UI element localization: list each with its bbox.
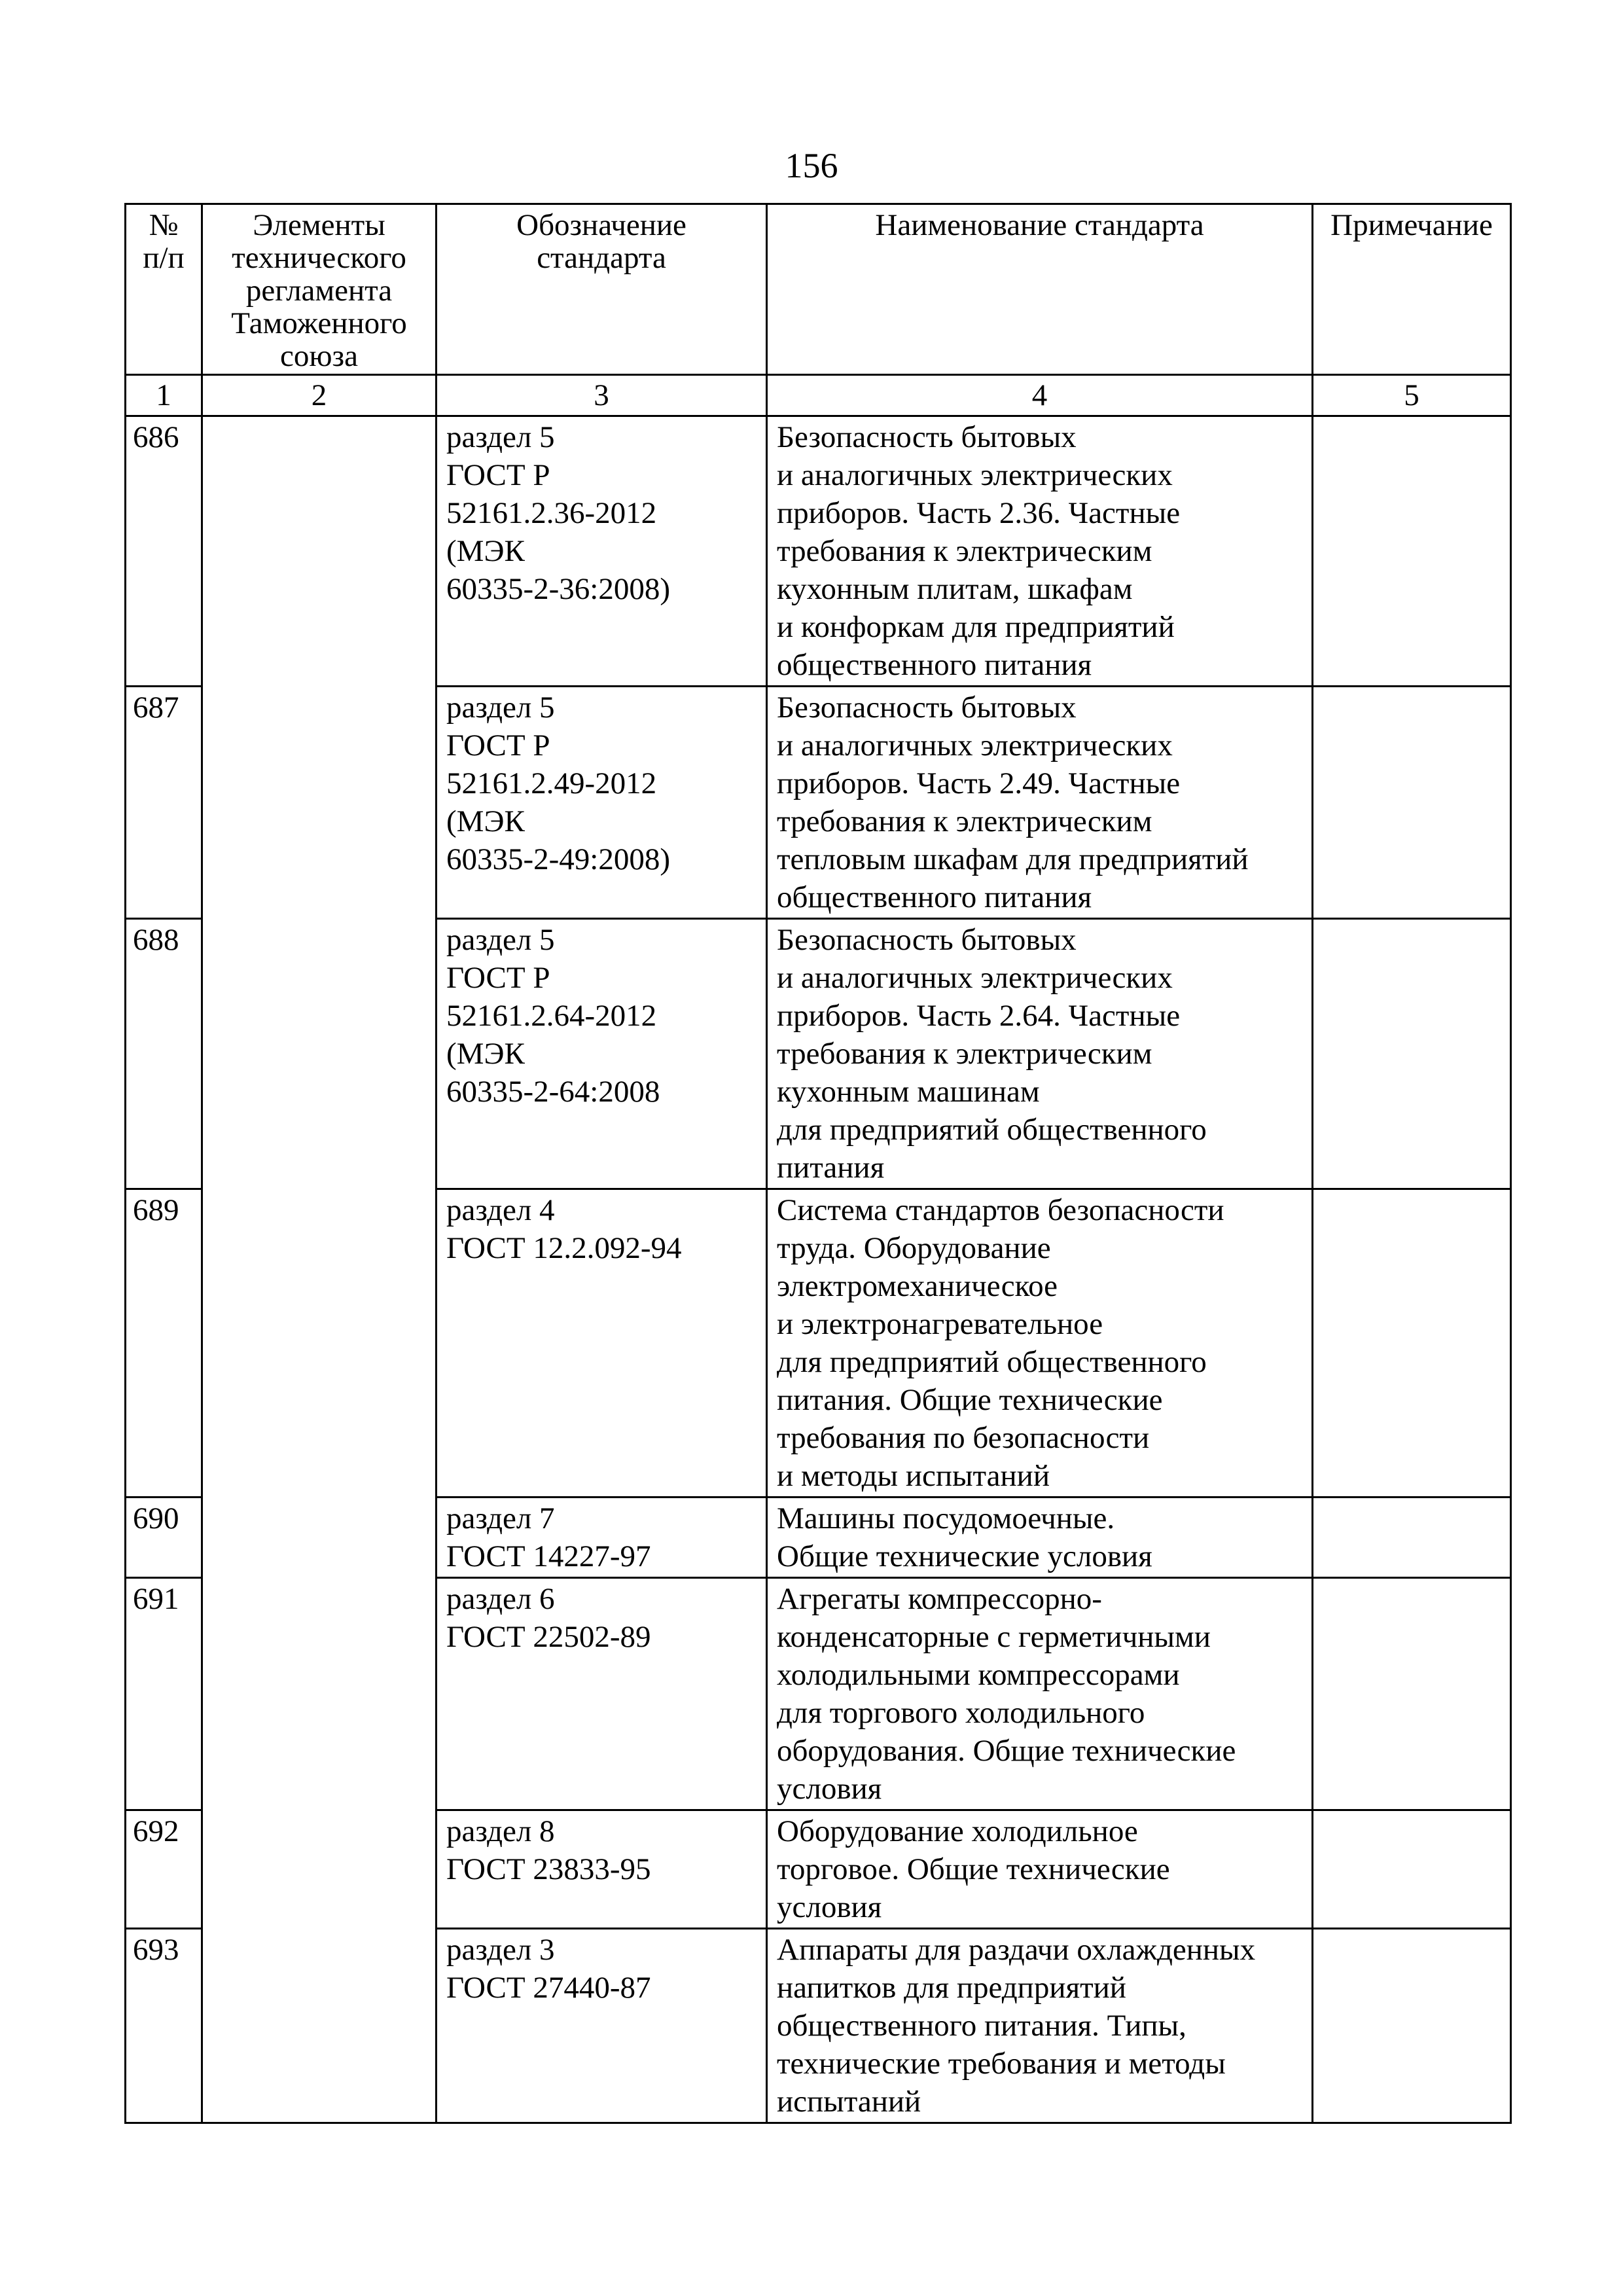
header-elements: Элементы технического регламента Таможенного союза [202, 204, 437, 375]
standard-designation: раздел 7 ГОСТ 14227-97 [437, 1498, 767, 1578]
note [1313, 919, 1511, 1189]
header-note: Примечание [1313, 204, 1511, 375]
row-number: 689 [126, 1189, 202, 1498]
standard-name: Агрегаты компрессорно- конденсаторные с герметичными холодильными компрессорами для торгового холодильного оборудования. Общие технические условия [767, 1578, 1313, 1810]
standard-name: Безопасность бытовых и аналогичных электрических приборов. Часть 2.49. Частные требования к электрическим тепловым шкафам для предприятий общественного питания [767, 687, 1313, 919]
regulation-elements-cell [202, 416, 437, 2123]
column-number: 4 [767, 375, 1313, 416]
column-number: 5 [1313, 375, 1511, 416]
standard-name: Аппараты для раздачи охлажденных напитков для предприятий общественного питания. Типы, технические требования и методы испытаний [767, 1929, 1313, 2123]
note [1313, 416, 1511, 687]
column-number: 1 [126, 375, 202, 416]
header-designation: Обозначение стандарта [437, 204, 767, 375]
note [1313, 1578, 1511, 1810]
row-number: 688 [126, 919, 202, 1189]
standard-designation: раздел 5 ГОСТ Р 52161.2.64-2012 (МЭК 60335-2-64:2008 [437, 919, 767, 1189]
row-number: 690 [126, 1498, 202, 1578]
note [1313, 1189, 1511, 1498]
standard-designation: раздел 3 ГОСТ 27440-87 [437, 1929, 767, 2123]
standard-name: Машины посудомоечные. Общие технические условия [767, 1498, 1313, 1578]
note [1313, 1498, 1511, 1578]
standard-designation: раздел 5 ГОСТ Р 52161.2.49-2012 (МЭК 60335-2-49:2008) [437, 687, 767, 919]
row-number: 693 [126, 1929, 202, 2123]
header-number: № п/п [126, 204, 202, 375]
row-number: 691 [126, 1578, 202, 1810]
column-number-row [126, 375, 1511, 416]
column-number: 3 [437, 375, 767, 416]
row-number: 692 [126, 1810, 202, 1929]
header-row [126, 204, 1511, 375]
column-number: 2 [202, 375, 437, 416]
table-row [126, 416, 1511, 687]
note [1313, 687, 1511, 919]
page-number: 156 [785, 146, 838, 185]
row-number: 686 [126, 416, 202, 687]
standard-designation: раздел 5 ГОСТ Р 52161.2.36-2012 (МЭК 60335-2-36:2008) [437, 416, 767, 687]
standard-name: Оборудование холодильное торговое. Общие технические условия [767, 1810, 1313, 1929]
standards-table [124, 203, 1512, 2124]
note [1313, 1810, 1511, 1929]
standard-name: Система стандартов безопасности труда. Оборудование электромеханическое и электронагревательное для предприятий общественного питания. Общие технические требования по безопасности и методы испытаний [767, 1189, 1313, 1498]
note [1313, 1929, 1511, 2123]
header-name: Наименование стандарта [767, 204, 1313, 375]
standard-designation: раздел 8 ГОСТ 23833-95 [437, 1810, 767, 1929]
standard-name: Безопасность бытовых и аналогичных электрических приборов. Часть 2.36. Частные требования к электрическим кухонным плитам, шкафам и конфоркам для предприятий общественного питания [767, 416, 1313, 687]
standard-name: Безопасность бытовых и аналогичных электрических приборов. Часть 2.64. Частные требования к электрическим кухонным машинам для предприятий общественного питания [767, 919, 1313, 1189]
row-number: 687 [126, 687, 202, 919]
standard-designation: раздел 6 ГОСТ 22502-89 [437, 1578, 767, 1810]
standard-designation: раздел 4 ГОСТ 12.2.092-94 [437, 1189, 767, 1498]
